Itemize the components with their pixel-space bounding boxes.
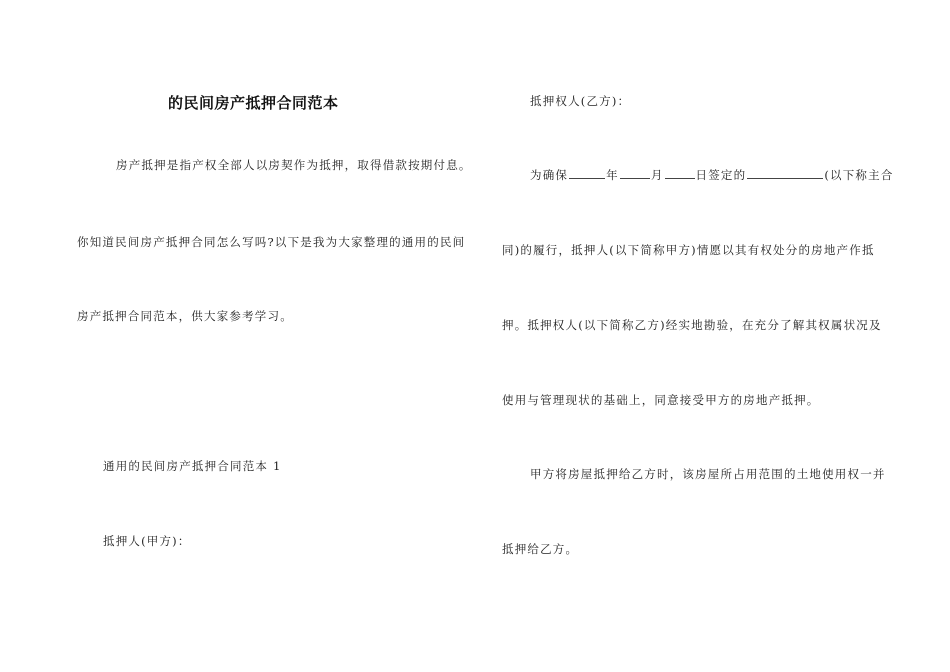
- intro-line-2: 你知道民间房产抵押合同怎么写吗?以下是我为大家整理的通用的民间: [77, 235, 466, 249]
- section-heading: 通用的民间房产抵押合同范本 1: [103, 459, 282, 473]
- mortgagee-label: 抵押权人(乙方)：: [530, 94, 631, 108]
- mortgagor-label: 抵押人(甲方)：: [103, 534, 191, 548]
- clause-1-text-c: 月: [650, 168, 664, 182]
- contract-blank: [747, 167, 823, 179]
- clause-1-line-4: 使用与管理现状的基础上，同意接受甲方的房地产抵押。: [502, 393, 820, 407]
- intro-line-3: 房产抵押合同范本，供大家参考学习。: [77, 309, 293, 323]
- clause-1-text-b: 年: [606, 168, 619, 182]
- clause-1-text-e: (以下称主合: [824, 168, 894, 182]
- month-blank: [620, 167, 650, 179]
- clause-2-line-1: 甲方将房屋抵押给乙方时，该房屋所占用范围的土地使用权一并: [530, 467, 886, 481]
- clause-1-line-3: 押。抵押权人(以下简称乙方)经实地勘验，在充分了解其权属状况及: [502, 318, 882, 332]
- clause-1-text-d: 日签定的: [695, 168, 747, 182]
- right-column: [475, 0, 950, 672]
- clause-2-line-2: 抵押给乙方。: [502, 542, 579, 556]
- clause-1-line-1: [530, 167, 894, 183]
- day-blank: [665, 167, 695, 179]
- year-blank: [569, 167, 605, 179]
- clause-1-line-2: 同)的履行，抵押人(以下简称甲方)情愿以其有权处分的房地产作抵: [502, 243, 875, 257]
- document-title: 的民间房产抵押合同范本: [168, 94, 339, 112]
- intro-line-1: 房产抵押是指产权全部人以房契作为抵押，取得借款按期付息。: [116, 158, 472, 172]
- clause-1-text-a: 为确保: [530, 168, 569, 182]
